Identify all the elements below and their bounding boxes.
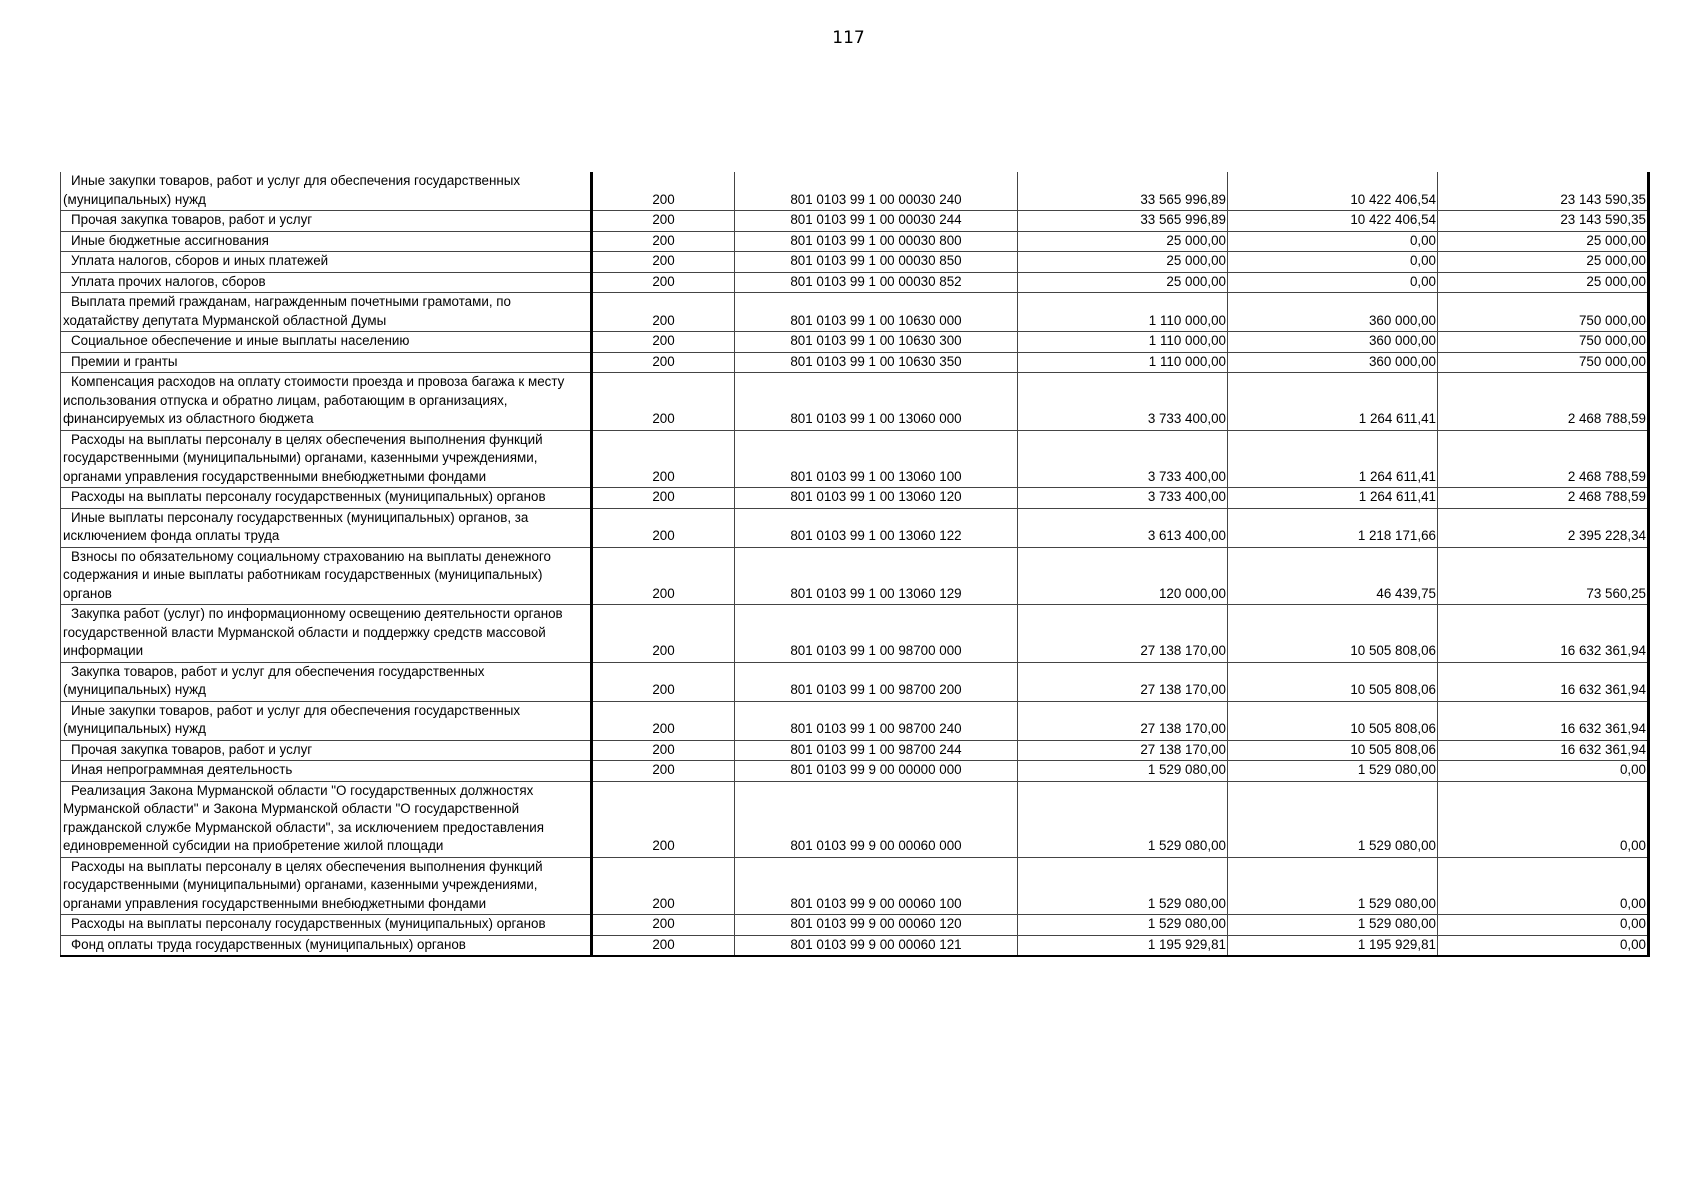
table-row	[61, 231, 1649, 252]
row-code: 200	[592, 547, 735, 605]
row-unexecuted: 16 632 361,94	[1438, 662, 1649, 701]
row-approved: 25 000,00	[1018, 231, 1228, 252]
row-code: 200	[592, 605, 735, 663]
row-approved: 33 565 996,89	[1018, 172, 1228, 211]
row-classification: 801 0103 99 9 00 00060 000	[735, 781, 1018, 857]
row-code: 200	[592, 935, 735, 956]
row-name: Расходы на выплаты персоналу в целях обеспечения выполнения функций государственными (муниципальными) органами, казенными учреждениями, органами управления государственными внебюджетными фондами	[61, 857, 592, 915]
row-unexecuted: 23 143 590,35	[1438, 211, 1649, 232]
row-approved: 33 565 996,89	[1018, 211, 1228, 232]
row-unexecuted: 0,00	[1438, 781, 1649, 857]
row-approved: 3 733 400,00	[1018, 488, 1228, 509]
row-unexecuted: 750 000,00	[1438, 293, 1649, 332]
row-code: 200	[592, 662, 735, 701]
row-executed: 0,00	[1228, 252, 1438, 273]
row-name: Иная непрограммная деятельность	[61, 761, 592, 782]
row-executed: 1 264 611,41	[1228, 373, 1438, 431]
table-row	[61, 430, 1649, 488]
row-approved: 27 138 170,00	[1018, 701, 1228, 740]
row-unexecuted: 25 000,00	[1438, 231, 1649, 252]
row-executed: 360 000,00	[1228, 352, 1438, 373]
row-code: 200	[592, 740, 735, 761]
row-approved: 27 138 170,00	[1018, 605, 1228, 663]
table-row	[61, 252, 1649, 273]
row-approved: 1 110 000,00	[1018, 293, 1228, 332]
row-approved: 25 000,00	[1018, 252, 1228, 273]
row-approved: 1 529 080,00	[1018, 915, 1228, 936]
table-row	[61, 781, 1649, 857]
row-name: Компенсация расходов на оплату стоимости проезда и провоза багажа к месту использования отпуска и обратно лицам, работающим в организациях, финансируемых из областного бюджета	[61, 373, 592, 431]
row-name: Социальное обеспечение и иные выплаты населению	[61, 332, 592, 353]
row-classification: 801 0103 99 1 00 00030 244	[735, 211, 1018, 232]
row-classification: 801 0103 99 9 00 00060 100	[735, 857, 1018, 915]
row-classification: 801 0103 99 9 00 00060 120	[735, 915, 1018, 936]
row-name: Уплата налогов, сборов и иных платежей	[61, 252, 592, 273]
row-name: Премии и гранты	[61, 352, 592, 373]
row-code: 200	[592, 252, 735, 273]
table-row	[61, 211, 1649, 232]
table-row	[61, 272, 1649, 293]
table-row	[61, 662, 1649, 701]
row-approved: 1 195 929,81	[1018, 935, 1228, 956]
row-code: 200	[592, 352, 735, 373]
row-executed: 1 529 080,00	[1228, 857, 1438, 915]
row-executed: 360 000,00	[1228, 293, 1438, 332]
row-classification: 801 0103 99 1 00 13060 122	[735, 508, 1018, 547]
row-approved: 1 529 080,00	[1018, 857, 1228, 915]
row-classification: 801 0103 99 1 00 00030 850	[735, 252, 1018, 273]
row-classification: 801 0103 99 9 00 00060 121	[735, 935, 1018, 956]
row-approved: 27 138 170,00	[1018, 662, 1228, 701]
table-row	[61, 740, 1649, 761]
row-unexecuted: 0,00	[1438, 857, 1649, 915]
page-number: 117	[832, 28, 865, 48]
table-row	[61, 488, 1649, 509]
row-code: 200	[592, 172, 735, 211]
row-unexecuted: 0,00	[1438, 935, 1649, 956]
table-row	[61, 293, 1649, 332]
row-code: 200	[592, 430, 735, 488]
row-classification: 801 0103 99 1 00 13060 120	[735, 488, 1018, 509]
row-unexecuted: 2 468 788,59	[1438, 373, 1649, 431]
row-classification: 801 0103 99 1 00 98700 000	[735, 605, 1018, 663]
row-classification: 801 0103 99 1 00 10630 350	[735, 352, 1018, 373]
row-name: Выплата премий гражданам, награжденным почетными грамотами, по ходатайству депутата Мурманской областной Думы	[61, 293, 592, 332]
row-executed: 1 264 611,41	[1228, 488, 1438, 509]
table-row	[61, 915, 1649, 936]
table-row	[61, 373, 1649, 431]
row-classification: 801 0103 99 1 00 10630 300	[735, 332, 1018, 353]
row-classification: 801 0103 99 1 00 98700 240	[735, 701, 1018, 740]
row-approved: 3 733 400,00	[1018, 430, 1228, 488]
table-row	[61, 332, 1649, 353]
table-row	[61, 547, 1649, 605]
row-code: 200	[592, 488, 735, 509]
row-approved: 1 529 080,00	[1018, 761, 1228, 782]
row-code: 200	[592, 332, 735, 353]
row-code: 200	[592, 373, 735, 431]
row-code: 200	[592, 701, 735, 740]
row-unexecuted: 25 000,00	[1438, 272, 1649, 293]
row-classification: 801 0103 99 1 00 13060 129	[735, 547, 1018, 605]
row-approved: 27 138 170,00	[1018, 740, 1228, 761]
row-unexecuted: 2 395 228,34	[1438, 508, 1649, 547]
row-approved: 1 529 080,00	[1018, 781, 1228, 857]
row-executed: 1 529 080,00	[1228, 781, 1438, 857]
row-executed: 10 505 808,06	[1228, 662, 1438, 701]
row-name: Расходы на выплаты персоналу государственных (муниципальных) органов	[61, 488, 592, 509]
row-name: Фонд оплаты труда государственных (муниципальных) органов	[61, 935, 592, 956]
row-unexecuted: 16 632 361,94	[1438, 701, 1649, 740]
row-executed: 1 195 929,81	[1228, 935, 1438, 956]
row-code: 200	[592, 761, 735, 782]
row-code: 200	[592, 857, 735, 915]
row-name: Расходы на выплаты персоналу государственных (муниципальных) органов	[61, 915, 592, 936]
row-name: Взносы по обязательному социальному страхованию на выплаты денежного содержания и иные выплаты работникам государственных (муниципальных) органов	[61, 547, 592, 605]
row-unexecuted: 750 000,00	[1438, 332, 1649, 353]
row-name: Расходы на выплаты персоналу в целях обеспечения выполнения функций государственными (муниципальными) органами, казенными учреждениями, органами управления государственными внебюджетными фондами	[61, 430, 592, 488]
row-classification: 801 0103 99 1 00 98700 200	[735, 662, 1018, 701]
table-row	[61, 172, 1649, 211]
row-code: 200	[592, 508, 735, 547]
row-approved: 3 613 400,00	[1018, 508, 1228, 547]
row-unexecuted: 750 000,00	[1438, 352, 1649, 373]
row-classification: 801 0103 99 1 00 00030 240	[735, 172, 1018, 211]
row-classification: 801 0103 99 1 00 10630 000	[735, 293, 1018, 332]
row-code: 200	[592, 781, 735, 857]
table-row	[61, 761, 1649, 782]
row-unexecuted: 25 000,00	[1438, 252, 1649, 273]
row-code: 200	[592, 211, 735, 232]
row-executed: 1 218 171,66	[1228, 508, 1438, 547]
row-executed: 0,00	[1228, 231, 1438, 252]
row-unexecuted: 2 468 788,59	[1438, 430, 1649, 488]
row-name: Прочая закупка товаров, работ и услуг	[61, 211, 592, 232]
row-executed: 46 439,75	[1228, 547, 1438, 605]
row-code: 200	[592, 293, 735, 332]
row-executed: 1 264 611,41	[1228, 430, 1438, 488]
row-name: Реализация Закона Мурманской области "О государственных должностях Мурманской области" и Закона Мурманской области "О государственной гражданской службе Мурманской области", за исключением предоставления единовременной субсидии на приобретение жилой площади	[61, 781, 592, 857]
row-classification: 801 0103 99 1 00 13060 100	[735, 430, 1018, 488]
row-name: Прочая закупка товаров, работ и услуг	[61, 740, 592, 761]
row-name: Иные закупки товаров, работ и услуг для обеспечения государственных (муниципальных) нужд	[61, 172, 592, 211]
row-name: Иные бюджетные ассигнования	[61, 231, 592, 252]
table-row	[61, 508, 1649, 547]
table-row	[61, 935, 1649, 956]
row-executed: 10 505 808,06	[1228, 701, 1438, 740]
row-code: 200	[592, 915, 735, 936]
row-executed: 1 529 080,00	[1228, 915, 1438, 936]
row-classification: 801 0103 99 1 00 98700 244	[735, 740, 1018, 761]
row-unexecuted: 2 468 788,59	[1438, 488, 1649, 509]
row-name: Закупка товаров, работ и услуг для обеспечения государственных (муниципальных) нужд	[61, 662, 592, 701]
row-unexecuted: 0,00	[1438, 915, 1649, 936]
row-name: Иные выплаты персоналу государственных (муниципальных) органов, за исключением фонда оплаты труда	[61, 508, 592, 547]
row-unexecuted: 16 632 361,94	[1438, 605, 1649, 663]
row-executed: 1 529 080,00	[1228, 761, 1438, 782]
table-row	[61, 352, 1649, 373]
row-name: Иные закупки товаров, работ и услуг для обеспечения государственных (муниципальных) нужд	[61, 701, 592, 740]
row-executed: 0,00	[1228, 272, 1438, 293]
row-unexecuted: 16 632 361,94	[1438, 740, 1649, 761]
row-classification: 801 0103 99 1 00 00030 852	[735, 272, 1018, 293]
row-name: Уплата прочих налогов, сборов	[61, 272, 592, 293]
row-approved: 25 000,00	[1018, 272, 1228, 293]
row-approved: 1 110 000,00	[1018, 332, 1228, 353]
row-unexecuted: 23 143 590,35	[1438, 172, 1649, 211]
budget-table-body	[61, 172, 1649, 956]
row-approved: 1 110 000,00	[1018, 352, 1228, 373]
row-executed: 10 505 808,06	[1228, 740, 1438, 761]
row-classification: 801 0103 99 1 00 00030 800	[735, 231, 1018, 252]
row-executed: 10 422 406,54	[1228, 172, 1438, 211]
row-executed: 360 000,00	[1228, 332, 1438, 353]
table-row	[61, 857, 1649, 915]
row-unexecuted: 0,00	[1438, 761, 1649, 782]
row-code: 200	[592, 272, 735, 293]
row-approved: 3 733 400,00	[1018, 373, 1228, 431]
row-name: Закупка работ (услуг) по информационному освещению деятельности органов государственной власти Мурманской области и поддержку средств массовой информации	[61, 605, 592, 663]
row-code: 200	[592, 231, 735, 252]
row-executed: 10 505 808,06	[1228, 605, 1438, 663]
budget-table	[60, 172, 1650, 957]
row-executed: 10 422 406,54	[1228, 211, 1438, 232]
row-unexecuted: 73 560,25	[1438, 547, 1649, 605]
row-classification: 801 0103 99 9 00 00000 000	[735, 761, 1018, 782]
row-classification: 801 0103 99 1 00 13060 000	[735, 373, 1018, 431]
table-row	[61, 701, 1649, 740]
table-row	[61, 605, 1649, 663]
row-approved: 120 000,00	[1018, 547, 1228, 605]
